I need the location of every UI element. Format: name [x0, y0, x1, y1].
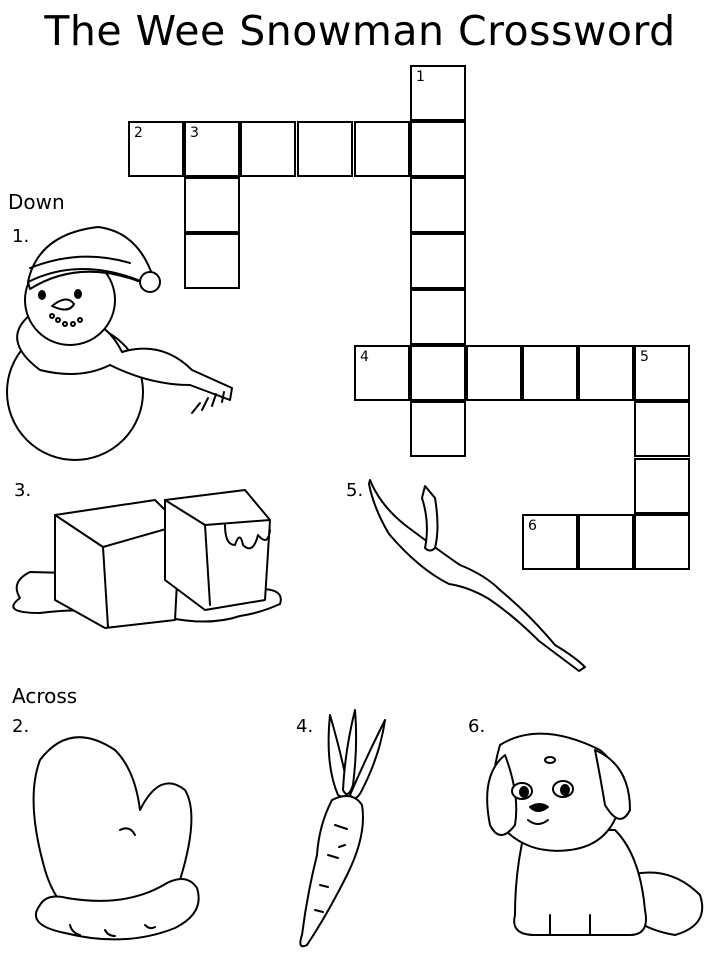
grid-cell[interactable]: [410, 401, 466, 457]
grid-cell[interactable]: [410, 177, 466, 233]
ice-cubes-icon: [0, 480, 320, 640]
clue-number-1: 1: [416, 69, 425, 85]
grid-cell[interactable]: [410, 121, 466, 177]
clue-label-across-2: 2.: [12, 716, 30, 737]
snowman-icon: [0, 220, 250, 460]
grid-cell[interactable]: [410, 289, 466, 345]
grid-cell-4-across-1[interactable]: [354, 345, 410, 401]
down-heading: Down: [8, 190, 65, 214]
grid-cell-2-across-1[interactable]: [128, 121, 184, 177]
grid-cell[interactable]: [634, 458, 690, 514]
carrot-icon: [290, 705, 410, 955]
clue-label-across-4: 4.: [296, 716, 314, 737]
grid-cell-3-down-1[interactable]: [184, 121, 240, 177]
grid-cell[interactable]: [634, 401, 690, 457]
grid-cell[interactable]: [410, 345, 466, 401]
clue-number-6: 6: [528, 518, 537, 534]
mitten-icon: [10, 730, 220, 955]
grid-cell[interactable]: [578, 345, 634, 401]
grid-cell[interactable]: [634, 514, 690, 570]
grid-cell[interactable]: [522, 345, 578, 401]
grid-cell[interactable]: [466, 345, 522, 401]
page-title: The Wee Snowman Crossword: [44, 7, 676, 55]
twig-icon: [365, 478, 605, 678]
grid-cell[interactable]: [297, 121, 353, 177]
clue-label-down-3: 3.: [14, 480, 32, 501]
grid-cell[interactable]: [240, 121, 296, 177]
clue-number-5: 5: [640, 349, 649, 365]
across-heading: Across: [12, 684, 78, 708]
clue-number-4: 4: [360, 349, 369, 365]
grid-cell[interactable]: [354, 121, 410, 177]
grid-cell-1-down-1[interactable]: [410, 65, 466, 121]
clue-label-down-1: 1.: [12, 226, 30, 247]
puppy-icon: [470, 725, 720, 955]
clue-label-across-6: 6.: [468, 716, 486, 737]
grid-cell[interactable]: [410, 233, 466, 289]
clue-number-2: 2: [134, 125, 143, 141]
clue-number-3: 3: [190, 125, 199, 141]
clue-label-down-5: 5.: [346, 480, 364, 501]
grid-cell-5-down-1[interactable]: [634, 345, 690, 401]
